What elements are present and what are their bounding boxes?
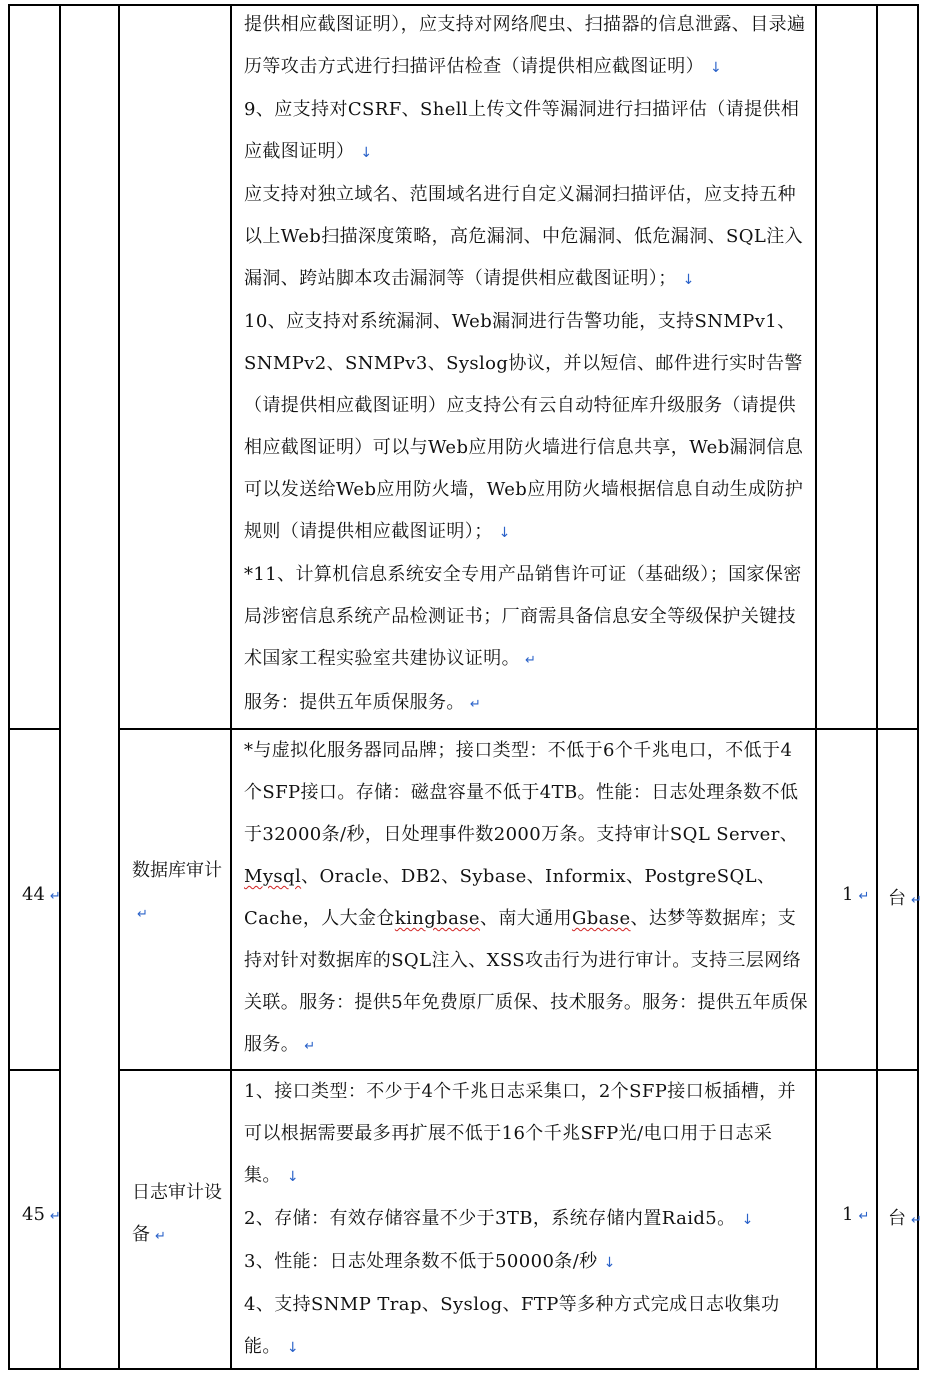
- spec-paragraph: 10、应支持对系统漏洞、Web漏洞进行告警功能，支持SNMPv1、SNMPv2、SNMPv3、Syslog协议，并以短信、邮件进行实时告警（请提供相应截图证明）应支持公有云自动特征库升级服务（请提供相应截图证明）可以与Web应用防火墙进行信息共享，Web漏洞信息可以发送给Web应用防火墙，Web应用防火墙根据信息自动生成防护规则（请提供相应截图证明）； ↓: [244, 311, 804, 542]
- paragraph-mark-icon: ↓: [286, 1340, 299, 1356]
- row-index-45: 45 ↵: [22, 1204, 61, 1225]
- paragraph-mark-icon: ↵: [49, 1209, 61, 1224]
- paragraph-mark-icon: ↓: [741, 1212, 754, 1228]
- spellcheck-flag: Mysql: [244, 866, 302, 887]
- paragraph-mark-icon: ↓: [360, 145, 373, 161]
- item-name-45: 日志审计设备 ↵: [132, 1182, 222, 1245]
- paragraph-mark-icon: ↵: [858, 1209, 870, 1224]
- paragraph-mark-icon: ↵: [137, 907, 148, 922]
- spec-paragraph: 4、支持SNMP Trap、Syslog、FTP等多种方式完成日志收集功能。 ↓: [244, 1294, 780, 1357]
- spellcheck-flag: kingbase: [394, 908, 480, 929]
- spec-cell-44: [244, 730, 808, 1068]
- spec-paragraph: 1、接口类型：不少于4个千兆日志采集口，2个SFP接口板插槽，并可以根据需要最多再扩展不低于16个千兆SFP光/电口用于日志采集。 ↓: [244, 1081, 797, 1186]
- paragraph-mark-icon: ↓: [682, 272, 695, 288]
- unit-44: 台 ↵: [888, 888, 922, 909]
- spec-paragraph: *与虚拟化服务器同品牌；接口类型：不低于6个千兆电口，不低于4个SFP接口。存储：磁盘容量不低于4TB。性能：日志处理条数不低于32000条/秒，日处理事件数2000万条。支持审计SQL Server、Mysql、Oracle、DB2、Sybase、Informix、PostgreSQL、Cache，人大金仓kingbase、南大通用Gbase、达梦等数据库；支持对针对数据库的SQL注入、XSS攻击行为进行审计。支持三层网络关联。服务：提供5年免费原厂质保、技术服务。服务：提供五年质保服务。 ↵: [244, 740, 808, 1055]
- spec-paragraph: 服务：提供五年质保服务。 ↵: [244, 692, 482, 713]
- paragraph-mark-icon: ↓: [498, 525, 511, 541]
- table-border-col4: [815, 4, 817, 1370]
- table-border-col2: [118, 4, 120, 1370]
- paragraph-mark-icon: ↓: [710, 60, 723, 76]
- spec-paragraph: 应支持对独立域名、范围域名进行自定义漏洞扫描评估，应支持五种以上Web扫描深度策略，高危漏洞、中危漏洞、低危漏洞、SQL注入漏洞、跨站脚本攻击漏洞等（请提供相应截图证明）； ↓: [244, 184, 804, 289]
- spec-paragraph: 3、性能：日志处理条数不低于50000条/秒 ↓: [244, 1251, 616, 1272]
- table-border-col3: [230, 4, 232, 1370]
- table-border-left: [8, 4, 10, 1370]
- paragraph-mark-icon: ↵: [49, 889, 61, 904]
- paragraph-mark-icon: ↓: [286, 1169, 299, 1185]
- spec-paragraph: 2、存储：有效存储容量不少于3TB，系统存储内置Raid5。 ↓: [244, 1208, 754, 1229]
- quantity-45: 1 ↵: [842, 1204, 870, 1225]
- spec-cell-45: [244, 1071, 808, 1369]
- unit-45: 台 ↵: [888, 1208, 922, 1229]
- row-divider-45: [8, 1069, 59, 1071]
- item-name-44: 数据库审计↵: [132, 860, 222, 922]
- table-border-right: [917, 4, 919, 1370]
- paragraph-mark-icon: ↵: [304, 1039, 316, 1054]
- paragraph-mark-icon: ↵: [469, 697, 482, 712]
- spec-paragraph: *11、计算机信息系统安全专用产品销售许可证（基础级）；国家保密局涉密信息系统产品检测证书；厂商需具备信息安全等级保护关键技术国家工程实验室共建协议证明。 ↵: [244, 564, 802, 669]
- quantity-44: 1 ↵: [842, 884, 870, 905]
- spec-paragraph: 提供相应截图证明），应支持对网络爬虫、扫描器的信息泄露、目录遍历等攻击方式进行扫描评估检查（请提供相应截图证明） ↓: [244, 14, 806, 77]
- paragraph-mark-icon: ↵: [911, 893, 922, 908]
- row-index-44: 44 ↵: [22, 884, 61, 905]
- spec-paragraph: 9、应支持对CSRF、Shell上传文件等漏洞进行扫描评估（请提供相应截图证明） ↓: [244, 99, 800, 162]
- paragraph-mark-icon: ↓: [603, 1255, 616, 1271]
- table-border-col5: [876, 4, 878, 1370]
- spec-cell-prev: [244, 4, 808, 726]
- paragraph-mark-icon: ↵: [911, 1213, 922, 1228]
- paragraph-mark-icon: ↵: [155, 1229, 166, 1244]
- paragraph-mark-icon: ↵: [858, 889, 870, 904]
- spellcheck-flag: Gbase: [571, 908, 631, 929]
- table-border-col1: [59, 4, 61, 1370]
- paragraph-mark-icon: ↵: [525, 653, 537, 668]
- row-divider-44: [8, 728, 59, 730]
